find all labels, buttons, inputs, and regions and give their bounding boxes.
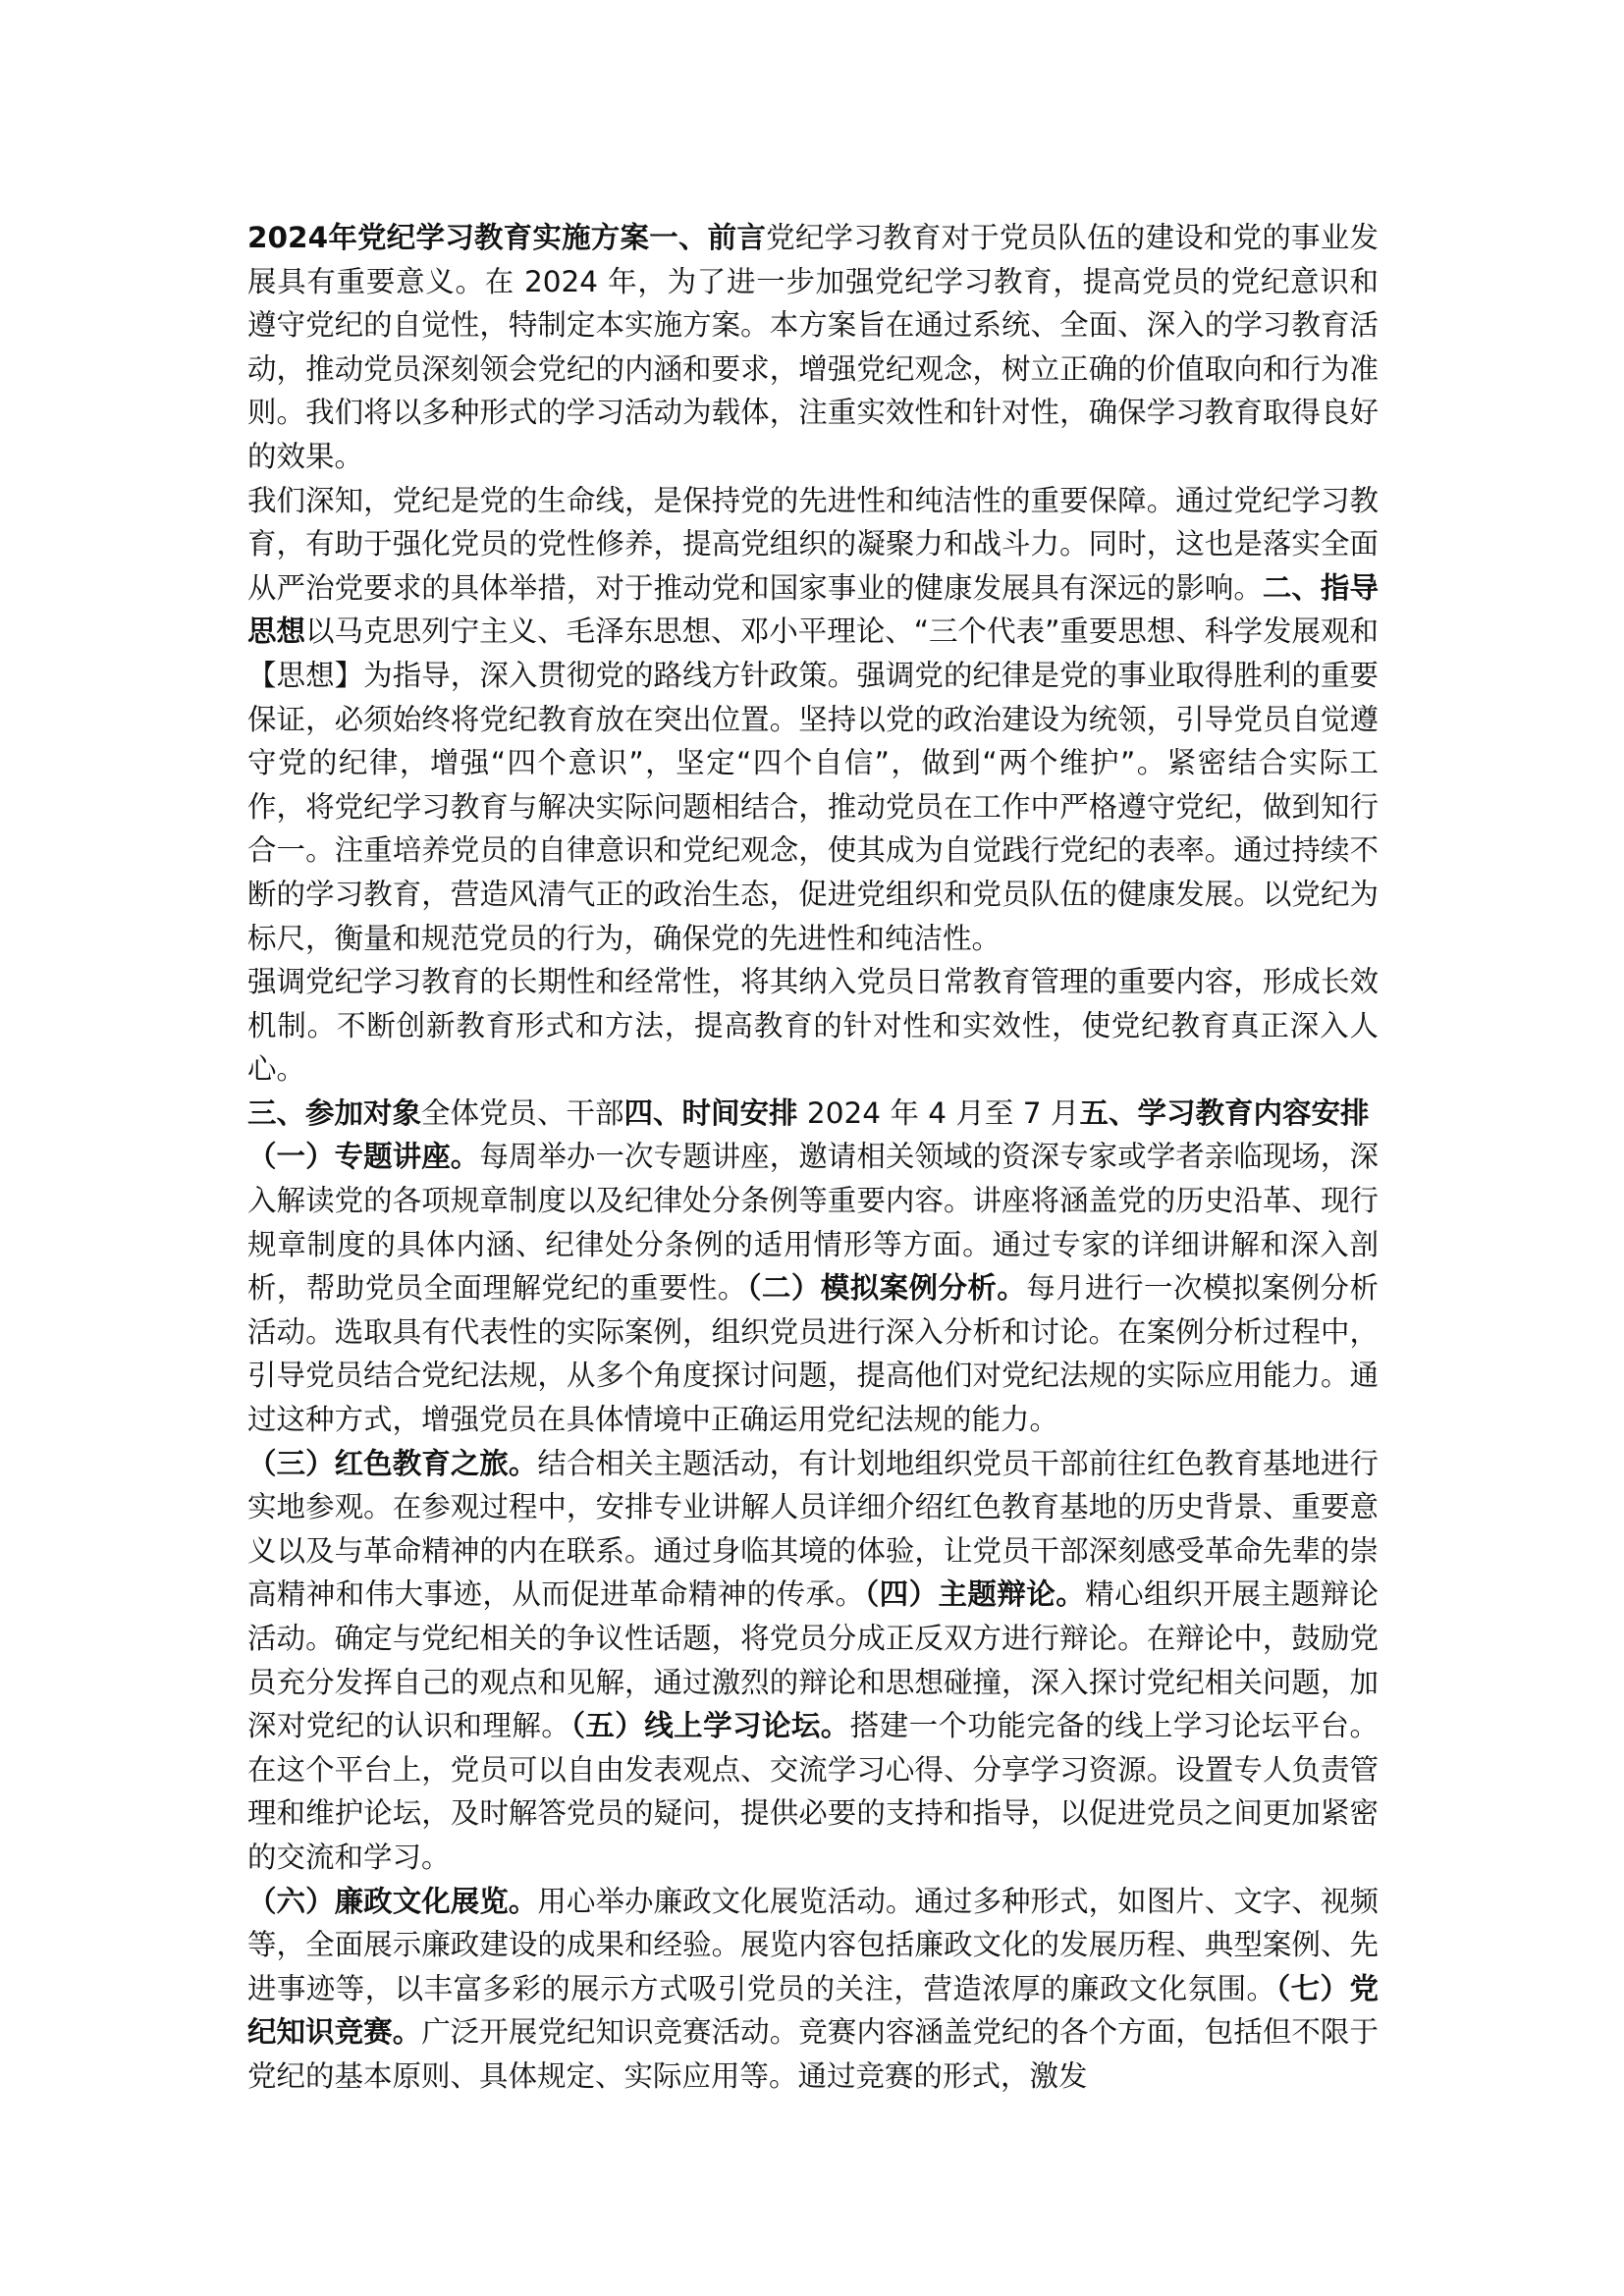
subsection-heading: （六）廉政文化展览。 <box>247 1884 538 1918</box>
body-text: 每周举办一次专题讲座，邀请相关领域的资深专家或学者亲临现场，深入解读党的各项规章制度以及纪律处分条例等重要内容。讲座将涵盖党的历史沿革、现行规章制度的具体内涵、纪律处分条例的适用情形等方面。通过专家的详细讲解和深入剖析，帮助党员全面理解党纪的重要性。 <box>247 1140 1379 1306</box>
body-text: 搭建一个功能完备的线上学习论坛平台。在这个平台上，党员可以自由发表观点、交流学习心得、分享学习资源。设置专人负责管理和维护论坛，及时解答党员的疑问，提供必要的支持和指导，以促进党员之间更加紧密的交流和学习。 <box>247 1709 1379 1874</box>
body-text: 结合相关主题活动，有计划地组织党员干部前往红色教育基地进行实地参观。在参观过程中，安排专业讲解人员详细介绍红色教育基地的历史背景、重要意义以及与革命精神的内在联系。通过身临其境的体验，让党员干部深刻感受革命先辈的崇高精神和伟大事迹，从而促进革命精神的传承。 <box>247 1446 1379 1612</box>
body-text: 精心组织开展主题辩论活动。确定与党纪相关的争议性话题，将党员分成正反双方进行辩论。在辩论中，鼓励党员充分发挥自己的观点和见解，通过激烈的辩论和思想碰撞，深入探讨党纪相关问题，加深对党纪的认识和理解。 <box>247 1577 1379 1743</box>
paragraph <box>247 960 1379 1092</box>
subsection-heading: （二）模拟案例分析。 <box>746 1271 1027 1306</box>
subsection-heading: （五）线上学习论坛。 <box>570 1709 850 1743</box>
subsection-heading: （三）红色教育之旅。 <box>247 1446 538 1480</box>
body-text: 2024 年 4 月至 7 月 <box>797 1095 1080 1130</box>
body-text: 强调党纪学习教育的长期性和经常性，将其纳入党员日常教育管理的重要内容，形成长效机制。不断创新教育形式和方法，提高教育的针对性和实效性，使党纪教育真正深入人心。 <box>247 965 1379 1087</box>
body-text: 每月进行一次模拟案例分析活动。选取具有代表性的实际案例，组织党员进行深入分析和讨论。在案例分析过程中，引导党员结合党纪法规，从多个角度探讨问题，提高他们对党纪法规的实际应用能力。通过这种方式，增强党员在具体情境中正确运用党纪法规的能力。 <box>247 1271 1379 1437</box>
section-heading: 一、前言 <box>649 221 767 254</box>
section-heading: 四、时间安排 <box>623 1095 798 1130</box>
subsection-heading: （一）专题讲座。 <box>247 1140 480 1174</box>
section-heading: 五、学习教育内容安排 <box>1079 1095 1370 1130</box>
subsection-heading: （七）党纪知识竞赛。 <box>247 1971 1379 2050</box>
paragraph <box>247 1880 1379 2099</box>
paragraph <box>247 1135 1379 1441</box>
paragraph <box>247 216 1379 479</box>
body-text: 用心举办廉政文化展览活动。通过多种形式，如图片、文字、视频等，全面展示廉政建设的成果和经验。展览内容包括廉政文化的发展历程、典型案例、先进事迹等，以丰富多彩的展示方式吸引党员的关注，营造浓厚的廉政文化氛围。 <box>247 1884 1379 2005</box>
body-text: 党纪学习教育对于党员队伍的建设和党的事业发展具有重要意义。在 2024 年，为了进一步加强党纪学习教育，提高党员的党纪意识和遵守党纪的自觉性，特制定本实施方案。本方案旨在通过系统、全面、深入的学习教育活动，推动党员深刻领会党纪的内涵和要求，增强党纪观念，树立正确的价值取向和行为准则。我们将以多种形式的学习活动为载体，注重实效性和针对性，确保学习教育取得良好的效果。 <box>247 221 1379 473</box>
document-title: 2024年党纪学习教育实施方案 <box>247 221 650 254</box>
body-text: 以马克思列宁主义、毛泽东思想、邓小平理论、“三个代表”重要思想、科学发展观和【思想】为指导，深入贯彻党的路线方针政策。强调党的纪律是党的事业取得胜利的重要保证，必须始终将党纪教育放在突出位置。坚持以党的政治建设为统领，引导党员自觉遵守党的纪律，增强“四个意识”，坚定“四个自信”，做到“两个维护”。紧密结合实际工作，将党纪学习教育与解决实际问题相结合，推动党员在工作中严格遵守党纪，做到知行合一。注重培养党员的自律意识和党纪观念，使其成为自觉践行党纪的表率。通过持续不断的学习教育，营造风清气正的政治生态，促进党组织和党员队伍的健康发展。以党纪为标尺，衡量和规范党员的行为，确保党的先进性和纯洁性。 <box>247 614 1379 955</box>
section-heading: 二、指导思想 <box>247 570 1379 649</box>
section-heading: 三、参加对象 <box>247 1095 422 1130</box>
subsection-heading: （四）主题辩论。 <box>864 1577 1086 1612</box>
paragraph <box>247 1442 1379 1880</box>
document-page <box>247 216 1379 2099</box>
body-text: 广泛开展党纪知识竞赛活动。竞赛内容涵盖党纪的各个方面，包括但不限于党纪的基本原则、具体规定、实际应用等。通过竞赛的形式，激发 <box>247 2015 1379 2093</box>
paragraph <box>247 1092 1379 1136</box>
paragraph <box>247 479 1379 961</box>
body-text: 全体党员、干部 <box>421 1095 624 1130</box>
body-text: 我们深知，党纪是党的生命线，是保持党的先进性和纯洁性的重要保障。通过党纪学习教育，有助于强化党员的党性修养，提高党组织的凝聚力和战斗力。同时，这也是落实全面从严治党要求的具体举措，对于推动党和国家事业的健康发展具有深远的影响。 <box>247 483 1379 605</box>
